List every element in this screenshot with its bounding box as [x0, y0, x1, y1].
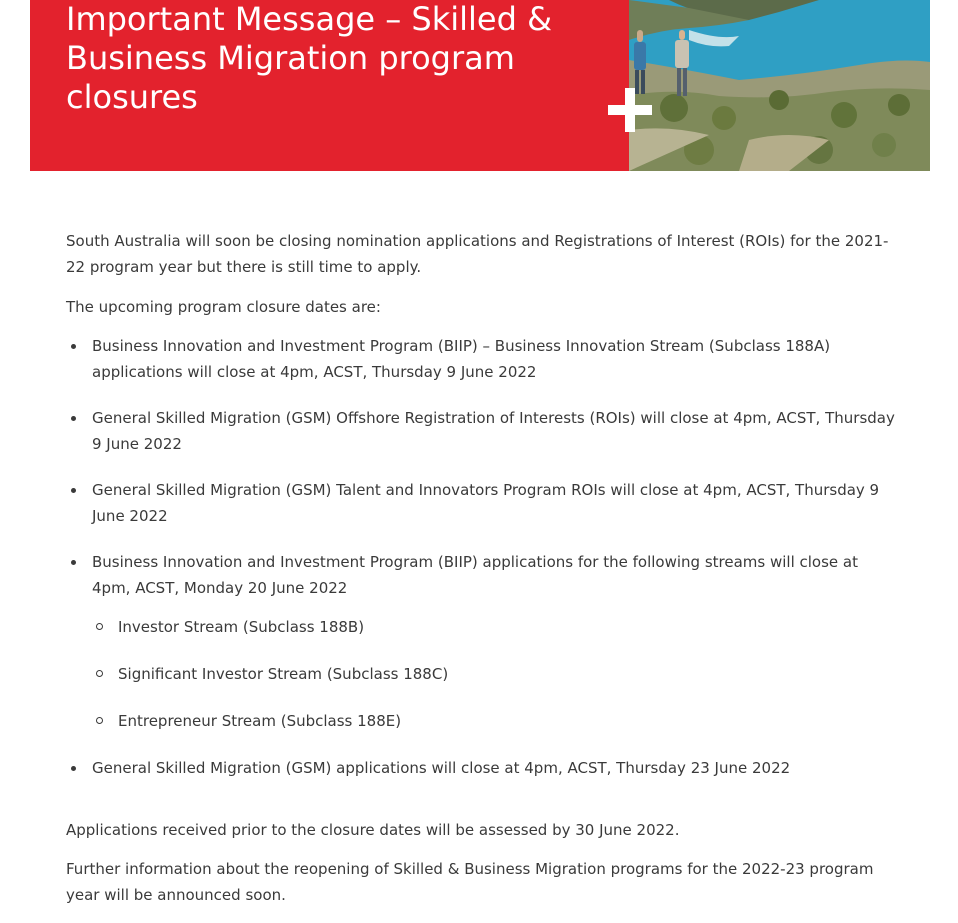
- closure-dates-list: [66, 333, 896, 781]
- list-item: [66, 549, 896, 734]
- sub-list-item-text: Significant Investor Stream (Subclass 188C): [118, 665, 449, 683]
- list-item: [66, 477, 896, 529]
- banner-red-panel: [30, 0, 630, 171]
- further-info-paragraph: Further information about the reopening of Skilled & Business Migration programs for the 2022-23 program year will be announced soon.: [66, 860, 874, 904]
- sub-list-item-text: Investor Stream (Subclass 188B): [118, 618, 365, 636]
- list-item: [66, 333, 896, 385]
- sub-list-item: [92, 708, 896, 734]
- sub-list-item-text: Entrepreneur Stream (Subclass 188E): [118, 712, 402, 730]
- dates-heading: The upcoming program closure dates are:: [66, 298, 381, 316]
- list-item: [66, 755, 896, 781]
- stream-sublist: [92, 614, 896, 734]
- list-item-text: General Skilled Migration (GSM) Offshore Registration of Interests (ROIs) will close at 4pm, ACST, Thursday 9 June 2022: [92, 409, 895, 453]
- list-item: [66, 405, 896, 457]
- page-title: Important Message – Skilled & Business Migration program closures: [66, 0, 553, 116]
- sub-list-item: [92, 614, 896, 640]
- intro-paragraph: South Australia will soon be closing nomination applications and Registrations of Interest (ROIs) for the 2021-22 program year but there is still time to apply.: [66, 232, 889, 276]
- list-item-text: Business Innovation and Investment Program (BIIP) – Business Innovation Stream (Subclass 188A) applications will close at 4pm, ACST, Thursday 9 June 2022: [92, 337, 831, 381]
- coastal-landscape-photo: [629, 0, 930, 171]
- header-banner: [30, 0, 930, 171]
- sub-list-item: [92, 661, 896, 687]
- assessed-note: Applications received prior to the closure dates will be assessed by 30 June 2022.: [66, 821, 680, 839]
- article-body: [66, 228, 896, 908]
- list-item-text: Business Innovation and Investment Program (BIIP) applications for the following streams will close at 4pm, ACST, Monday 20 June 2022: [92, 553, 858, 597]
- plus-icon: [608, 88, 652, 132]
- list-item-text: General Skilled Migration (GSM) applications will close at 4pm, ACST, Thursday 23 June 2022: [92, 759, 791, 777]
- list-item-text: General Skilled Migration (GSM) Talent and Innovators Program ROIs will close at 4pm, ACST, Thursday 9 June 2022: [92, 481, 880, 525]
